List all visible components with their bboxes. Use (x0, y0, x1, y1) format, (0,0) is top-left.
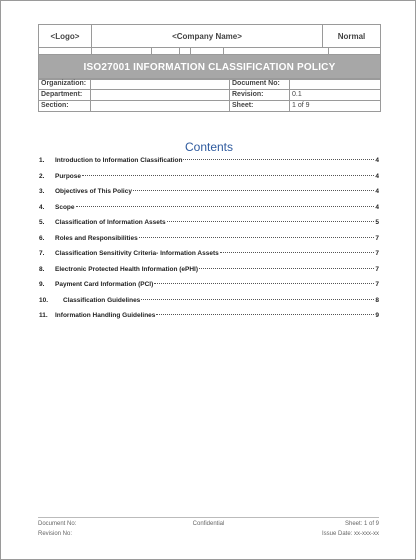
spacer-cell (329, 48, 380, 54)
sheet-label: Sheet: (230, 101, 290, 111)
toc-item[interactable] (39, 219, 379, 235)
toc-item-title: Objectives of This Policy (55, 188, 132, 195)
organization-value (91, 79, 230, 89)
toc-item-number: 1. (39, 157, 45, 164)
toc-leader-dots (76, 206, 375, 207)
toc-item-title: Electronic Protected Health Information (ePHI) (55, 265, 199, 273)
toc-leader-dots (183, 159, 374, 160)
toc-item-title: Classification of Information Assets (55, 219, 166, 226)
toc-item-page: 7 (375, 250, 379, 257)
spacer-cell (152, 48, 180, 54)
department-label: Department: (39, 90, 91, 100)
toc-item-page: 4 (375, 172, 379, 180)
footer-row (38, 521, 379, 531)
toc-leader-dots (139, 237, 375, 238)
sheet-value: 1 of 9 (292, 102, 310, 109)
classification-label: Normal (337, 31, 366, 41)
toc-item-page: 4 (375, 188, 379, 195)
spacer-cell (180, 48, 191, 54)
toc-item-number: 8. (39, 265, 45, 273)
toc-leader-dots (141, 299, 374, 300)
toc-leader-dots (167, 221, 375, 222)
toc-item-title: Classification Guidelines (63, 296, 141, 304)
section-value (91, 101, 230, 111)
toc-item-title: Scope (55, 203, 75, 211)
toc-leader-dots (220, 252, 375, 253)
toc-item-page: 4 (375, 157, 379, 164)
toc-item[interactable] (39, 281, 379, 297)
toc-item-title: Introduction to Information Classification (55, 157, 183, 164)
toc-leader-dots (133, 190, 374, 191)
toc-leader-dots (156, 314, 374, 315)
toc-leader-dots (154, 283, 374, 284)
toc-item-title: Classification Sensitivity Criteria- Information Assets (55, 250, 219, 257)
toc-item-title: Information Handling Guidelines (55, 312, 156, 319)
toc-item[interactable] (39, 297, 379, 313)
toc-item-number: 3. (39, 188, 45, 195)
toc-item-page: 8 (375, 296, 379, 304)
toc-item-page: 5 (375, 219, 379, 226)
footer-confidential: Confidential (192, 521, 225, 527)
toc-item-page: 7 (375, 234, 379, 242)
company-name: <Company Name> (92, 25, 323, 47)
toc-item[interactable] (39, 157, 379, 173)
toc-item-number: 11. (39, 312, 48, 319)
spacer-cell (191, 48, 224, 54)
document-footer (38, 521, 379, 541)
logo-placeholder: <Logo> (39, 25, 92, 47)
toc-item-page: 7 (375, 281, 379, 288)
document-meta-table (38, 78, 381, 112)
spacer-cell (92, 48, 152, 54)
toc-item-title: Payment Card Information (PCI) (55, 281, 154, 288)
toc-item[interactable] (39, 312, 379, 328)
spacer-cell (39, 48, 92, 54)
toc-item-page: 4 (375, 203, 379, 211)
contents-heading: Contents (184, 140, 234, 154)
toc-item-number: 4. (39, 203, 45, 211)
footer-row (38, 531, 379, 541)
toc-item-number: 6. (39, 234, 45, 242)
section-label: Section: (39, 101, 91, 111)
toc-item-page: 9 (375, 312, 379, 319)
footer-sheet: Sheet: 1 of 9 (344, 521, 380, 527)
toc-item[interactable] (39, 250, 379, 266)
toc-item-number: 5. (39, 219, 45, 226)
footer-spacer (152, 531, 266, 541)
footer-issue-date: Issue Date: xx-xxx-xx (322, 531, 380, 537)
toc-item[interactable] (39, 188, 379, 204)
meta-row-section (39, 101, 380, 111)
toc-item[interactable] (39, 204, 379, 220)
spacer-cell (224, 48, 329, 54)
footer-revision-no: Revision No: (38, 531, 73, 537)
department-value (91, 90, 230, 100)
meta-row-organization (39, 79, 380, 90)
organization-label: Organization: (39, 79, 91, 89)
document-no-value (290, 79, 380, 89)
footer-divider (38, 517, 379, 518)
toc-item-number: 7. (39, 250, 45, 257)
meta-row-department (39, 90, 380, 101)
table-of-contents (39, 157, 379, 328)
toc-item-page: 7 (375, 265, 379, 273)
toc-item-number: 9. (39, 281, 45, 288)
toc-item-number: 10. (39, 296, 49, 304)
toc-leader-dots (82, 175, 374, 176)
toc-item-number: 2. (39, 172, 45, 180)
toc-item[interactable] (39, 235, 379, 251)
revision-value: 0.1 (292, 91, 302, 98)
header-spacer-row (39, 48, 380, 55)
toc-item-title: Purpose (55, 172, 82, 180)
toc-item-title: Roles and Responsibilities (55, 234, 138, 242)
document-header (38, 24, 381, 80)
revision-label: Revision: (230, 90, 290, 100)
document-no-label: Document No: (230, 79, 290, 89)
toc-item[interactable] (39, 173, 379, 189)
toc-leader-dots (199, 268, 374, 269)
footer-document-no: Document No: (38, 521, 77, 527)
header-top-row (39, 25, 380, 48)
toc-item[interactable] (39, 266, 379, 282)
policy-title: ISO27001 INFORMATION CLASSIFICATION POLICY (39, 55, 380, 79)
